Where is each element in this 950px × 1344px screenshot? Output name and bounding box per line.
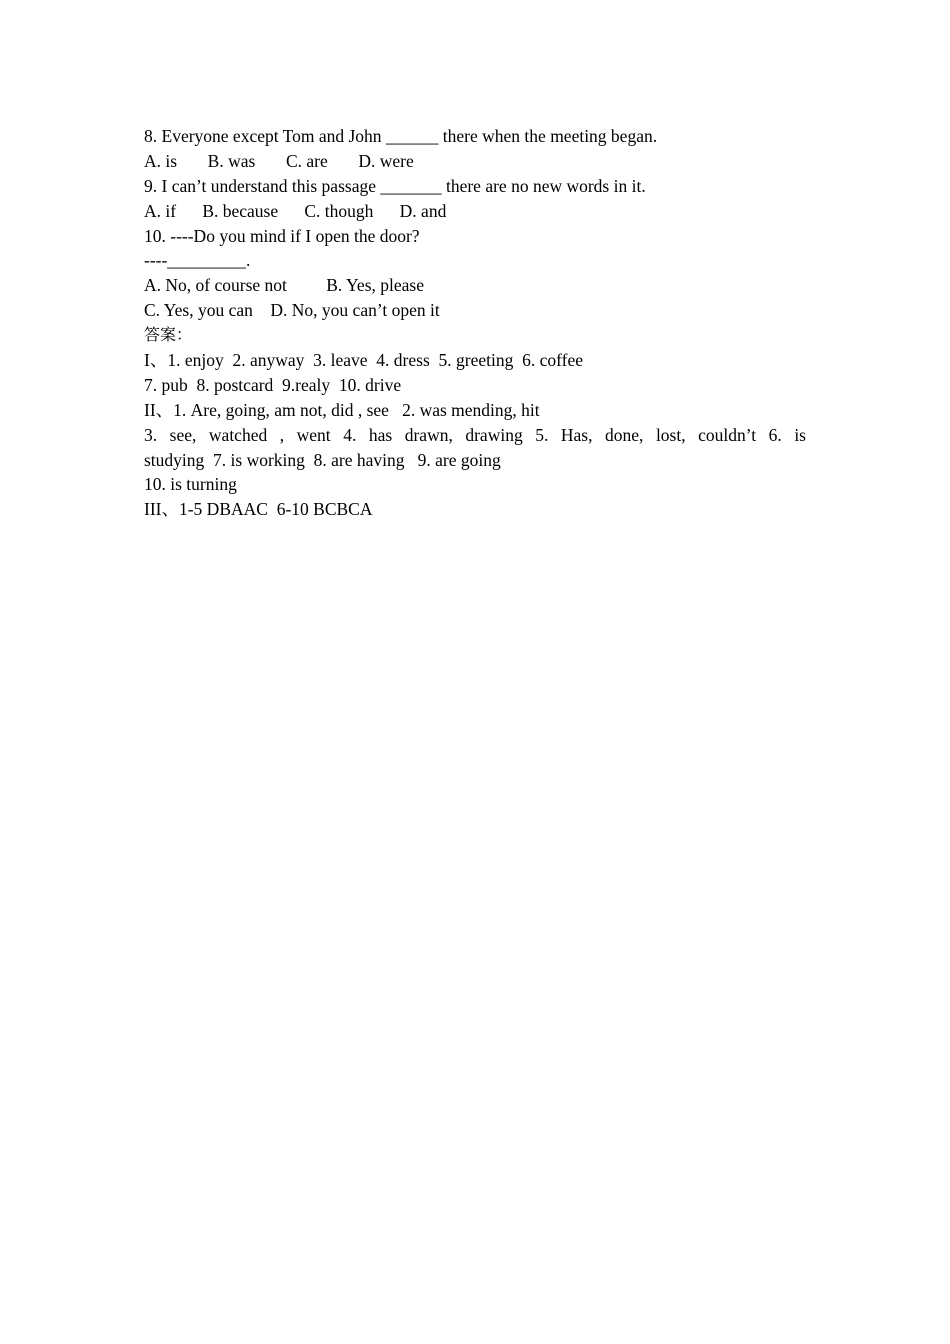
answers-part3-line1: III、1-5 DBAAC 6-10 BCBCA (144, 499, 373, 520)
question-10-reply: ----_________. (144, 250, 251, 271)
document-page (144, 124, 806, 522)
question-9-stem: 9. I can’t understand this passage _______ there are no new words in it. (144, 175, 646, 196)
answers-part1-line2: 7. pub 8. postcard 9.realy 10. drive (144, 374, 402, 395)
answers-part2-line2: 3. see, watched , went 4. has drawn, drawing 5. Has, done, lost, couldn’t 6. is (144, 424, 806, 445)
question-8-options: A. is B. was C. are D. were (144, 150, 414, 171)
question-8-stem: 8. Everyone except Tom and John ______ there when the meeting began. (144, 126, 658, 146)
question-10-options-ab: A. No, of course not B. Yes, please (144, 275, 424, 296)
answers-part1-line1: I、1. enjoy 2. anyway 3. leave 4. dress 5. greeting 6. coffee (144, 350, 583, 371)
question-9-options: A. if B. because C. though D. and (144, 200, 447, 221)
question-10-options-cd: C. Yes, you can D. No, you can’t open it (144, 300, 440, 321)
answers-part2-line3: studying 7. is working 8. are having 9. are going (144, 449, 501, 470)
answers-part2-line4: 10. is turning (144, 474, 237, 495)
question-10-stem: 10. ----Do you mind if I open the door? (144, 225, 420, 246)
answers-part2-line1: II、1. Are, going, am not, did , see 2. was mending, hit (144, 399, 540, 420)
answers-heading: 答案： (144, 325, 193, 345)
